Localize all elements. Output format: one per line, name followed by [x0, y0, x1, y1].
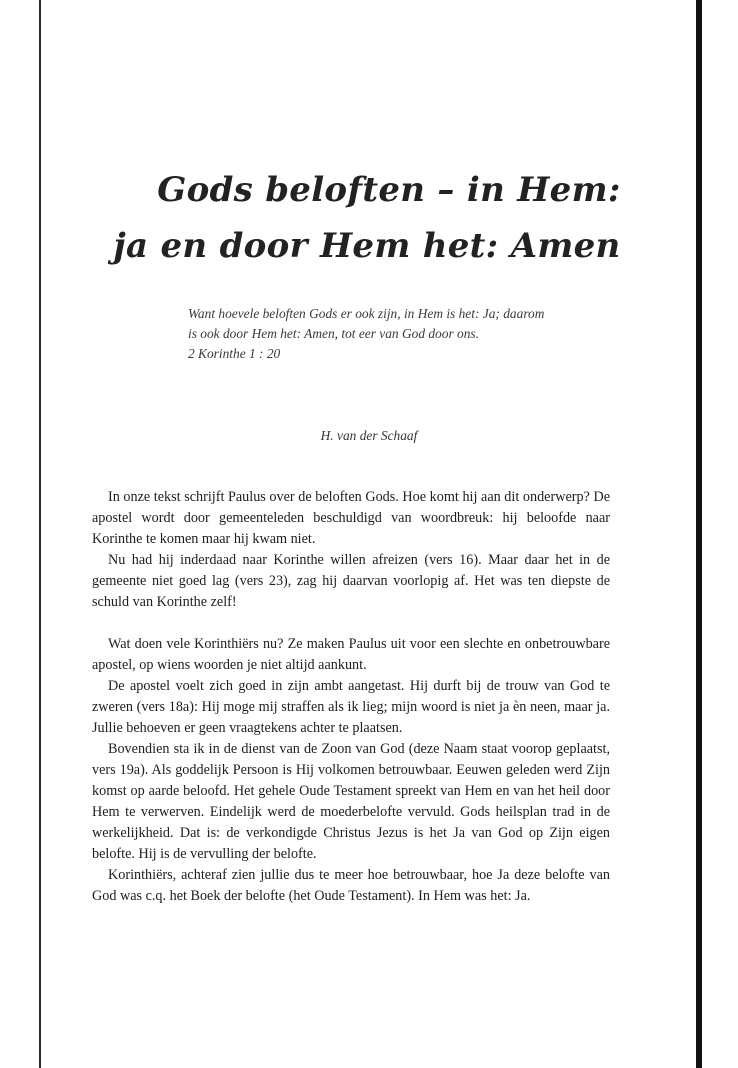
epigraph	[188, 304, 628, 364]
left-margin-line	[39, 0, 41, 1068]
paragraph: Korinthiërs, achteraf zien jullie dus te meer hoe betrouwbaar, hoe Ja deze belofte van God was c.q. het Boek der belofte (het Oude Testament). In Hem was het: Ja.	[92, 867, 610, 904]
paragraph: De apostel voelt zich goed in zijn ambt aangetast. Hij durft bij de trouw van God te zweren (vers 18a): Hij moge mij straffen als ik lieg; mijn woord is niet ja èn neen, maar ja. Jullie behoeven er geen vraagtekens achter te plaatsen.	[92, 678, 610, 736]
paragraph: Nu had hij inderdaad naar Korinthe willen afreizen (vers 16). Maar daar het in de gemeente niet goed lag (vers 23), zag hij daarvan voorlopig af. Het was ten diepste de schuld van Korinthe zelf!	[92, 552, 610, 610]
title-line-1: Gods beloften – in Hem:	[157, 170, 621, 210]
right-margin-bar	[696, 0, 702, 1068]
paragraph: Bovendien sta ik in de dienst van de Zoon van God (deze Naam staat voorop geplaatst, vers 19a). Als goddelijk Persoon is Hij volkomen betrouwbaar. Eeuwen geleden werd Zijn komst op aarde beloofd. Het gehele Oude Testament spreekt van Hem en van het heil door Hem te verwerven. Eindelijk werd de moederbelofte vervuld. Gods heilsplan trad in de werkelijkheid. Dat is: de verkondigde Christus Jezus is het Ja van God op Zijn eigen belofte. Hij is de vervulling der belofte.	[92, 741, 610, 862]
epigraph-reference: 2 Korinthe 1 : 20	[188, 346, 281, 361]
paragraph: In onze tekst schrijft Paulus over de beloften Gods. Hoe komt hij aan dit onderwerp? De apostel wordt door gemeenteleden beschuldigd van woordbreuk: hij beloofde naar Korinthe te komen maar hij kwam niet.	[92, 489, 610, 547]
epigraph-line-2: is ook door Hem het: Amen, tot eer van God door ons.	[188, 326, 479, 341]
article-body	[92, 487, 610, 907]
paragraph: Wat doen vele Korinthiërs nu? Ze maken Paulus uit voor een slechte en onbetrouwbare apostel, op wiens woorden je niet altijd aankunt.	[92, 636, 610, 673]
epigraph-line-1: Want hoevele beloften Gods er ook zijn, in Hem is het: Ja; daarom	[188, 306, 545, 321]
author-name: H. van der Schaaf	[320, 428, 418, 443]
title-line-2: ja en door Hem het: Amen	[113, 226, 621, 266]
